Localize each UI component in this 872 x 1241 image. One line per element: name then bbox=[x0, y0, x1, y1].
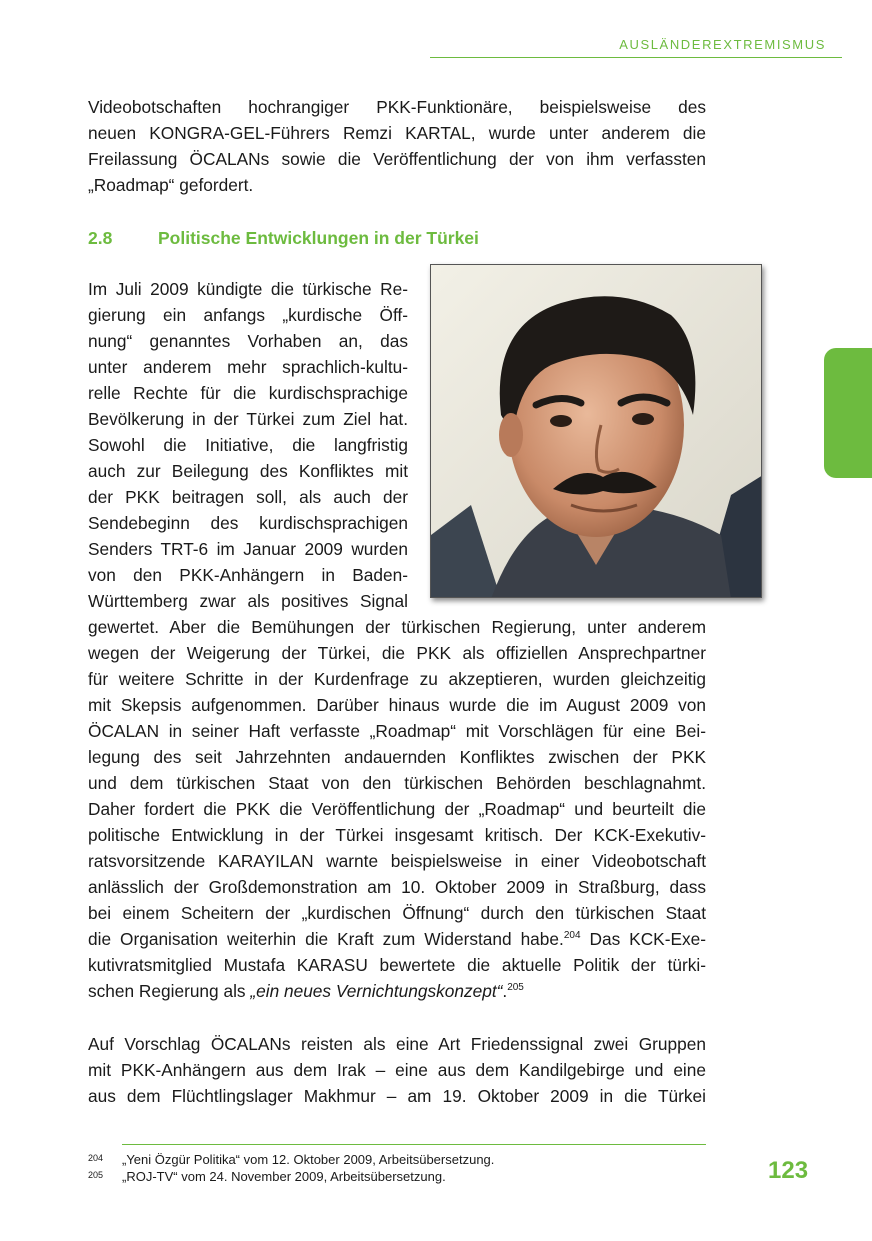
text-line: ratsvorsitzende KARAYILAN warnte beispielsweise in einer Videobotschaft bbox=[88, 851, 706, 871]
footnote-number: 205 bbox=[88, 1170, 104, 1180]
text-line: unter anderem mehr sprachlich-kultu- bbox=[88, 357, 408, 377]
text-line: anlässlich der Großdemonstration am 10. Oktober 2009 in Straßburg, dass bbox=[88, 877, 706, 897]
section-number: 2.8 bbox=[88, 228, 113, 248]
text-line: wegen der Weigerung der Türkei, die PKK als offiziellen Ansprechpartner bbox=[88, 643, 706, 663]
footnote-205 bbox=[88, 1167, 446, 1185]
closing-paragraph bbox=[88, 1031, 706, 1109]
text-line: Bevölkerung in der Türkei zum Ziel hat. bbox=[88, 409, 408, 429]
text-line-footnote-205: schen Regierung als „ein neues Vernichtungskonzept“.$^{205}$ bbox=[88, 981, 524, 1001]
text-line: Württemberg zwar als positives Signal bbox=[88, 591, 408, 611]
text-line: Senders TRT-6 im Januar 2009 wurden bbox=[88, 539, 408, 559]
text-line: Auf Vorschlag ÖCALANs reisten als eine Art Friedenssignal zwei Gruppen bbox=[88, 1034, 706, 1054]
text-line: nung“ genanntes Vorhaben an, das bbox=[88, 331, 408, 351]
text-line: auch zur Beilegung des Konfliktes mit bbox=[88, 461, 408, 481]
text-line: legung des seit Jahrzehnten andauernden Konfliktes zwischen der PKK bbox=[88, 747, 706, 767]
text-line: bei einem Scheitern der „kurdischen Öffnung“ durch den türkischen Staat bbox=[88, 903, 706, 923]
wrapped-column bbox=[88, 276, 408, 614]
text-line: für weitere Schritte in der Kurdenfrage zu akzeptieren, wurden gleichzeitig bbox=[88, 669, 706, 689]
text-line: politische Entwicklung in der Türkei insgesamt kritisch. Der KCK-Exekutiv- bbox=[88, 825, 706, 845]
running-header: AUSLÄNDEREXTREMISMUS bbox=[619, 37, 826, 52]
text-line: relle Rechte für die kurdischsprachige bbox=[88, 383, 408, 403]
footnote-ref-205: 205 bbox=[507, 982, 524, 993]
text-line: Im Juli 2009 kündigte die türkische Re- bbox=[88, 279, 408, 299]
text-line: „Roadmap“ gefordert. bbox=[88, 175, 254, 195]
page-number: 123 bbox=[768, 1157, 809, 1184]
text-line: aus dem Flüchtlingslager Makhmur – am 19. Oktober 2009 in die Türkei bbox=[88, 1086, 706, 1106]
text-line: kutivratsmitglied Mustafa KARASU bewertete die aktuelle Politik der türki- bbox=[88, 955, 706, 975]
text-line-footnote-204: die Organisation weiterhin die Kraft zum Widerstand habe.$^{204}$ Das KCK-Exe- bbox=[88, 929, 707, 949]
text-line: Videobotschaften hochrangiger PKK-Funktionäre, beispielsweise des bbox=[88, 97, 706, 117]
text-line: Daher fordert die PKK die Veröffentlichung der „Roadmap“ und beurteilt die bbox=[88, 799, 706, 819]
footnote-204 bbox=[88, 1150, 494, 1168]
header-rule bbox=[430, 57, 842, 58]
section-heading bbox=[88, 228, 479, 249]
text-line: von den PKK-Anhängern in Baden- bbox=[88, 565, 408, 585]
text-line: Sendebeginn des kurdischsprachigen bbox=[88, 513, 408, 533]
intro-paragraph bbox=[88, 94, 706, 198]
text-line: ÖCALAN in seiner Haft verfasste „Roadmap“ mit Vorschlägen für eine Bei- bbox=[88, 721, 706, 741]
italic-quote: „ein neues Vernichtungskonzept“ bbox=[250, 981, 503, 1001]
footnote-number: 204 bbox=[88, 1153, 104, 1163]
text-line: Sowohl die Initiative, die langfristig bbox=[88, 435, 408, 455]
footnote-text: „ROJ-TV“ vom 24. November 2009, Arbeitsübersetzung. bbox=[122, 1169, 446, 1184]
text-line: mit Skepsis aufgenommen. Darüber hinaus wurde die im August 2009 von bbox=[88, 695, 706, 715]
text-line: und dem türkischen Staat von den türkischen Behörden beschlagnahmt. bbox=[88, 773, 706, 793]
section-title: Politische Entwicklungen in der Türkei bbox=[158, 228, 479, 248]
text-line: gierung ein anfangs „kurdische Öff- bbox=[88, 305, 408, 325]
text-line: gewertet. Aber die Bemühungen der türkischen Regierung, unter anderem bbox=[88, 617, 706, 637]
footnote-text: „Yeni Özgür Politika“ vom 12. Oktober 2009, Arbeitsübersetzung. bbox=[122, 1152, 495, 1167]
body-paragraph bbox=[88, 276, 706, 1004]
text-line: Freilassung ÖCALANs sowie die Veröffentlichung der von ihm verfassten bbox=[88, 149, 706, 169]
footnote-ref-204: 204 bbox=[563, 930, 581, 941]
text-line: der PKK beitragen soll, als auch der bbox=[88, 487, 408, 507]
chapter-tab bbox=[824, 348, 872, 478]
footnote-rule bbox=[122, 1144, 706, 1145]
text-line: mit PKK-Anhängern aus dem Irak – eine aus dem Kandilgebirge und eine bbox=[88, 1060, 706, 1080]
text-line: neuen KONGRA-GEL-Führers Remzi KARTAL, wurde unter anderem die bbox=[88, 123, 706, 143]
